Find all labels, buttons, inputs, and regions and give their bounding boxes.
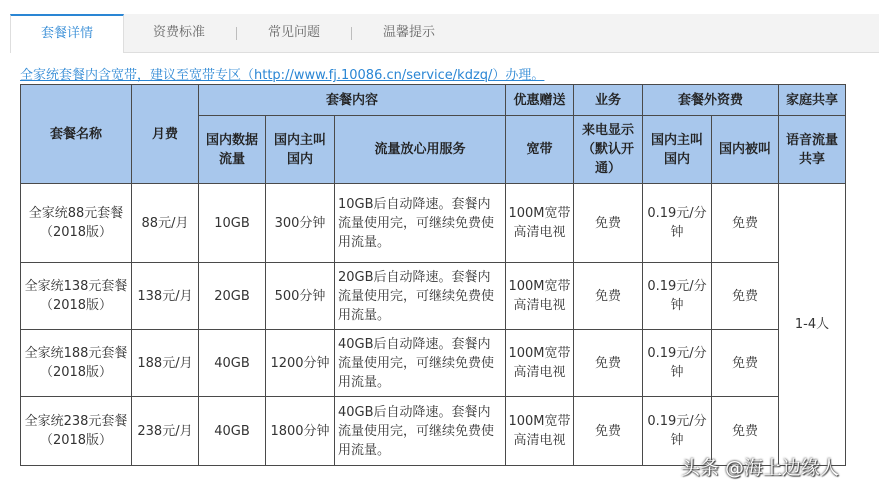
tab-fee-standard[interactable]: 资费标准	[152, 25, 205, 40]
header-domestic-data: 国内数据流量	[199, 116, 266, 184]
table-row	[21, 184, 846, 263]
cell-data: 20GB	[199, 263, 266, 330]
header-extra-fees: 套餐外资费	[643, 85, 779, 116]
cell-data: 10GB	[199, 184, 266, 263]
cell-fee: 88元/月	[132, 184, 199, 263]
cell-call-rate: 0.19元/分钟	[643, 263, 712, 330]
cell-service: 40GB后自动降速。套餐内流量使用完，可继续免费使用流量。	[335, 330, 506, 397]
header-broadband: 宽带	[506, 116, 574, 184]
header-caller-id: 来电显示（默认开通）	[574, 116, 643, 184]
cell-received: 免费	[712, 397, 779, 466]
cell-broadband: 100M宽带高清电视	[506, 330, 574, 397]
header-bonus: 优惠赠送	[506, 85, 574, 116]
broadband-zone-link[interactable]: 全家统套餐内含宽带，建议至宽带专区（http://www.fj.10086.cn/service/kdzq/）办理。	[20, 68, 545, 83]
header-voice-share: 语音流量共享	[779, 116, 846, 184]
header-plan-name: 套餐名称	[21, 85, 132, 184]
cell-broadband: 100M宽带高清电视	[506, 184, 574, 263]
header-extra-received: 国内被叫	[712, 116, 779, 184]
cell-minutes: 1800分钟	[266, 397, 335, 466]
cell-caller-id: 免费	[574, 263, 643, 330]
cell-received: 免费	[712, 184, 779, 263]
header-family-share: 家庭共享	[779, 85, 846, 116]
plans-table	[20, 84, 846, 466]
header-package-content: 套餐内容	[199, 85, 506, 116]
cell-plan-name: 全家统138元套餐（2018版）	[21, 263, 132, 330]
cell-broadband: 100M宽带高清电视	[506, 397, 574, 466]
cell-service: 40GB后自动降速。套餐内流量使用完，可继续免费使用流量。	[335, 397, 506, 466]
cell-minutes: 1200分钟	[266, 330, 335, 397]
watermark: 头条 @海上边缘人	[681, 457, 840, 479]
cell-service: 10GB后自动降速。套餐内流量使用完，可继续免费使用流量。	[335, 184, 506, 263]
cell-broadband: 100M宽带高清电视	[506, 263, 574, 330]
cell-call-rate: 0.19元/分钟	[643, 397, 712, 466]
header-worry-free-service: 流量放心用服务	[335, 116, 506, 184]
cell-received: 免费	[712, 330, 779, 397]
cell-plan-name: 全家统238元套餐（2018版）	[21, 397, 132, 466]
tab-faq[interactable]: 常见问题	[267, 25, 320, 40]
tab-plan-details[interactable]: 套餐详情	[10, 14, 124, 53]
table-row	[21, 263, 846, 330]
cell-plan-name: 全家统88元套餐（2018版）	[21, 184, 132, 263]
cell-family-share: 1-4人	[779, 184, 846, 466]
cell-caller-id: 免费	[574, 184, 643, 263]
header-business: 业务	[574, 85, 643, 116]
header-domestic-call: 国内主叫国内	[266, 116, 335, 184]
cell-caller-id: 免费	[574, 330, 643, 397]
cell-minutes: 500分钟	[266, 263, 335, 330]
table-row	[21, 330, 846, 397]
cell-data: 40GB	[199, 397, 266, 466]
cell-data: 40GB	[199, 330, 266, 397]
cell-minutes: 300分钟	[266, 184, 335, 263]
cell-fee: 188元/月	[132, 330, 199, 397]
tab-tips[interactable]: 温馨提示	[382, 25, 435, 40]
cell-fee: 138元/月	[132, 263, 199, 330]
header-extra-call: 国内主叫国内	[643, 116, 712, 184]
cell-call-rate: 0.19元/分钟	[643, 330, 712, 397]
tab-bar	[10, 14, 879, 53]
cell-call-rate: 0.19元/分钟	[643, 184, 712, 263]
cell-received: 免费	[712, 263, 779, 330]
cell-plan-name: 全家统188元套餐（2018版）	[21, 330, 132, 397]
cell-caller-id: 免费	[574, 397, 643, 466]
cell-fee: 238元/月	[132, 397, 199, 466]
header-monthly-fee: 月费	[132, 85, 199, 184]
cell-service: 20GB后自动降速。套餐内流量使用完，可继续免费使用流量。	[335, 263, 506, 330]
